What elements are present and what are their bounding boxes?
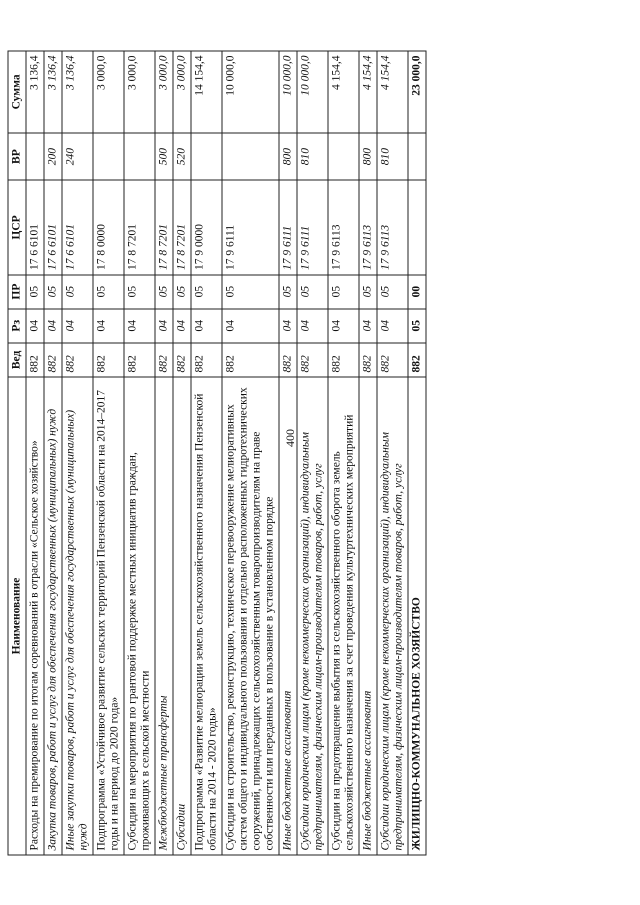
row-rz-cell: 04 bbox=[173, 309, 191, 343]
row-rz-cell: 04 bbox=[297, 309, 328, 343]
row-pr-cell: 00 bbox=[408, 275, 426, 309]
row-csr-cell: 17 9 6113 bbox=[328, 180, 359, 274]
row-ved-cell: 882 bbox=[191, 343, 222, 377]
page-number: 400 bbox=[283, 429, 297, 447]
row-rz-cell: 05 bbox=[408, 309, 426, 343]
table-row bbox=[124, 51, 155, 855]
row-name-cell: Расходы на премирование по итогам соревнований в отрасли «Сельское хозяйство» bbox=[26, 377, 44, 855]
row-ved-cell: 882 bbox=[408, 343, 426, 377]
row-pr-cell: 05 bbox=[155, 275, 173, 309]
row-sum-cell: 14 154,4 bbox=[191, 51, 222, 133]
row-ved-cell: 882 bbox=[377, 343, 408, 377]
row-sum-cell: 3 000,0 bbox=[173, 51, 191, 133]
header-rz: Рз bbox=[8, 309, 26, 343]
row-name-cell: Иные бюджетные ассигнования bbox=[279, 377, 297, 855]
row-rz-cell: 04 bbox=[62, 309, 93, 343]
row-sum-cell: 3 000,0 bbox=[124, 51, 155, 133]
row-name-cell: Подпрограмма «Устойчивое развитие сельских территорий Пензенской области на 2014–2017 годы и на период до 2020 года» bbox=[93, 377, 124, 855]
row-vr-cell bbox=[191, 133, 222, 181]
row-rz-cell: 04 bbox=[26, 309, 44, 343]
row-pr-cell: 05 bbox=[328, 275, 359, 309]
row-ved-cell: 882 bbox=[44, 343, 62, 377]
row-csr-cell: 17 8 7201 bbox=[124, 180, 155, 274]
header-pr: ПР bbox=[8, 275, 26, 309]
row-pr-cell: 05 bbox=[279, 275, 297, 309]
row-name-cell: Закупка товаров, работ и услуг для обеспечения государственных (муниципальных) нужд bbox=[44, 377, 62, 855]
row-ved-cell: 882 bbox=[359, 343, 377, 377]
row-vr-cell: 800 bbox=[359, 133, 377, 181]
row-rz-cell: 04 bbox=[44, 309, 62, 343]
table-row bbox=[328, 51, 359, 855]
row-name-cell: Подпрограмма «Развитие мелиорации земель сельскохозяйственного назначения Пензенской области на 2014 - 2020 годы» bbox=[191, 377, 222, 855]
table-row bbox=[377, 51, 408, 855]
row-vr-cell bbox=[222, 133, 279, 181]
row-vr-cell: 800 bbox=[279, 133, 297, 181]
row-ved-cell: 882 bbox=[155, 343, 173, 377]
row-sum-cell: 10 000,0 bbox=[297, 51, 328, 133]
row-sum-cell: 3 000,0 bbox=[93, 51, 124, 133]
row-pr-cell: 05 bbox=[297, 275, 328, 309]
row-csr-cell: 17 8 7201 bbox=[173, 180, 191, 274]
budget-table bbox=[8, 51, 427, 856]
row-ved-cell: 882 bbox=[222, 343, 279, 377]
header-name: Наименование bbox=[8, 377, 26, 855]
row-ved-cell: 882 bbox=[279, 343, 297, 377]
row-name-cell: Иные бюджетные ассигнования bbox=[359, 377, 377, 855]
row-pr-cell: 05 bbox=[173, 275, 191, 309]
row-ved-cell: 882 bbox=[328, 343, 359, 377]
row-name-cell: Субсидии на предотвращение выбытия из сельскохозяйственного оборота земель сельскохозяйственного назначения за счет проведения культуртехнических мероприятий bbox=[328, 377, 359, 855]
row-vr-cell bbox=[26, 133, 44, 181]
row-ved-cell: 882 bbox=[173, 343, 191, 377]
row-vr-cell bbox=[124, 133, 155, 181]
row-csr-cell bbox=[408, 180, 426, 274]
rotated-table-container bbox=[8, 51, 538, 856]
row-sum-cell: 3 000,0 bbox=[155, 51, 173, 133]
row-csr-cell: 17 9 6111 bbox=[297, 180, 328, 274]
row-csr-cell: 17 8 0000 bbox=[93, 180, 124, 274]
row-name-cell: Субсидии на строительство, реконструкцию, техническое перевооружение мелиоративных систем общего и индивидуального пользования и отдельно расположенных гидротехнических сооружений, принадлежащих сельскохозяйственным товаропроизводителям на праве собственности или переданных в пользование в установленном порядке bbox=[222, 377, 279, 855]
row-ved-cell: 882 bbox=[62, 343, 93, 377]
table-row bbox=[62, 51, 93, 855]
table-row bbox=[279, 51, 297, 855]
row-sum-cell: 10 000,0 bbox=[279, 51, 297, 133]
row-name-cell: ЖИЛИЩНО-КОММУНАЛЬНОЕ ХОЗЯЙСТВО bbox=[408, 377, 426, 855]
row-csr-cell: 17 6 6101 bbox=[62, 180, 93, 274]
table-row bbox=[173, 51, 191, 855]
row-rz-cell: 04 bbox=[279, 309, 297, 343]
row-vr-cell: 500 bbox=[155, 133, 173, 181]
row-vr-cell bbox=[408, 133, 426, 181]
row-sum-cell: 23 000,0 bbox=[408, 51, 426, 133]
row-sum-cell: 4 154,4 bbox=[328, 51, 359, 133]
row-pr-cell: 05 bbox=[124, 275, 155, 309]
row-name-cell: Иные закупки товаров, работ и услуг для обеспечения государственных (муниципальных) нужд bbox=[62, 377, 93, 855]
row-csr-cell: 17 8 7201 bbox=[155, 180, 173, 274]
table-row bbox=[297, 51, 328, 855]
table-row bbox=[359, 51, 377, 855]
table-header-row bbox=[8, 51, 26, 855]
row-pr-cell: 05 bbox=[62, 275, 93, 309]
row-csr-cell: 17 9 6111 bbox=[222, 180, 279, 274]
row-csr-cell: 17 6 6101 bbox=[26, 180, 44, 274]
table-row bbox=[26, 51, 44, 855]
row-vr-cell: 240 bbox=[62, 133, 93, 181]
row-rz-cell: 04 bbox=[328, 309, 359, 343]
row-ved-cell: 882 bbox=[124, 343, 155, 377]
row-csr-cell: 17 9 6113 bbox=[377, 180, 408, 274]
row-pr-cell: 05 bbox=[191, 275, 222, 309]
row-sum-cell: 4 154,4 bbox=[377, 51, 408, 133]
row-vr-cell bbox=[328, 133, 359, 181]
row-pr-cell: 05 bbox=[222, 275, 279, 309]
row-vr-cell: 810 bbox=[377, 133, 408, 181]
row-sum-cell: 10 000,0 bbox=[222, 51, 279, 133]
row-rz-cell: 04 bbox=[155, 309, 173, 343]
row-pr-cell: 05 bbox=[44, 275, 62, 309]
row-rz-cell: 04 bbox=[124, 309, 155, 343]
table-row bbox=[191, 51, 222, 855]
table-row bbox=[44, 51, 62, 855]
row-vr-cell: 810 bbox=[297, 133, 328, 181]
row-rz-cell: 04 bbox=[377, 309, 408, 343]
row-sum-cell: 3 136,4 bbox=[26, 51, 44, 133]
row-rz-cell: 04 bbox=[93, 309, 124, 343]
table-row bbox=[155, 51, 173, 855]
header-ved: Вед bbox=[8, 343, 26, 377]
row-sum-cell: 3 136,4 bbox=[44, 51, 62, 133]
row-name-cell: Субсидии юридическим лицам (кроме некоммерческих организаций), индивидуальным предпринимателям, физическим лицам-производителям товаров, работ, услуг bbox=[377, 377, 408, 855]
row-sum-cell: 4 154,4 bbox=[359, 51, 377, 133]
row-pr-cell: 05 bbox=[93, 275, 124, 309]
table-row bbox=[408, 51, 426, 855]
table-row bbox=[222, 51, 279, 855]
header-vr: ВР bbox=[8, 133, 26, 181]
row-name-cell: Субсидии юридическим лицам (кроме некоммерческих организаций), индивидуальным предпринимателям, физическим лицам-производителям товаров, работ, услуг bbox=[297, 377, 328, 855]
row-pr-cell: 05 bbox=[359, 275, 377, 309]
header-sum: Сумма bbox=[8, 51, 26, 133]
row-vr-cell: 200 bbox=[44, 133, 62, 181]
row-rz-cell: 04 bbox=[191, 309, 222, 343]
row-ved-cell: 882 bbox=[297, 343, 328, 377]
row-name-cell: Субсидии bbox=[173, 377, 191, 855]
row-csr-cell: 17 9 0000 bbox=[191, 180, 222, 274]
row-ved-cell: 882 bbox=[93, 343, 124, 377]
row-csr-cell: 17 6 6101 bbox=[44, 180, 62, 274]
row-pr-cell: 05 bbox=[26, 275, 44, 309]
row-pr-cell: 05 bbox=[377, 275, 408, 309]
table-row bbox=[93, 51, 124, 855]
row-rz-cell: 04 bbox=[222, 309, 279, 343]
row-name-cell: Межбюджетные трансферты bbox=[155, 377, 173, 855]
row-ved-cell: 882 bbox=[26, 343, 44, 377]
row-name-cell: Субсидии на мероприятия по грантовой поддержке местных инициатив граждан, проживающих в сельской местности bbox=[124, 377, 155, 855]
row-rz-cell: 04 bbox=[359, 309, 377, 343]
row-vr-cell: 520 bbox=[173, 133, 191, 181]
row-vr-cell bbox=[93, 133, 124, 181]
row-sum-cell: 3 136,4 bbox=[62, 51, 93, 133]
row-csr-cell: 17 9 6113 bbox=[359, 180, 377, 274]
row-csr-cell: 17 9 6111 bbox=[279, 180, 297, 274]
header-csr: ЦСР bbox=[8, 180, 26, 274]
